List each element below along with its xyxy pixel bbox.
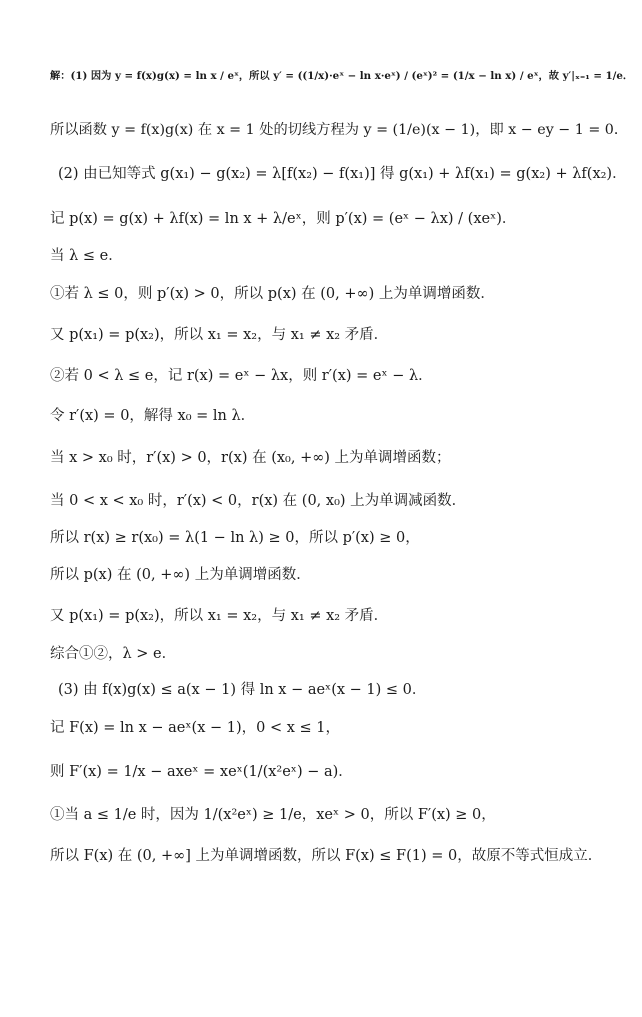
solution-line-part2-given: (2) 由已知等式 g(x₁) − g(x₂) = λ[f(x₂) − f(x₁)] 得 g(x₁) + λf(x₁) = g(x₂) + λf(x₂)． bbox=[58, 166, 627, 182]
solution-line-final-conclusion: 所以 F(x) 在 (0, +∞] 上为单调增函数，所以 F(x) ≤ F(1) = 0，故原不等式恒成立． bbox=[50, 848, 603, 864]
solution-line-tangent-equation: 所以函数 y = f(x)g(x) 在 x = 1 处的切线方程为 y = (1/e)(x − 1)，即 x − ey − 1 = 0． bbox=[50, 122, 629, 138]
solution-line-solve-x0: 令 r′(x) = 0，解得 x₀ = ln λ． bbox=[50, 408, 256, 424]
solution-line-contradiction-2: 又 p(x₁) = p(x₂)，所以 x₁ = x₂，与 x₁ ≠ x₂ 矛盾． bbox=[50, 608, 389, 624]
solution-line-min-value: 所以 r(x) ≥ r(x₀) = λ(1 − ln λ) ≥ 0，所以 p′(x) ≥ 0， bbox=[50, 530, 420, 546]
solution-line-define-F: 记 F(x) = ln x − aeˣ(x − 1)，0 < x ≤ 1， bbox=[50, 720, 340, 736]
solution-line-p-increasing: 所以 p(x) 在 (0, +∞) 上为单调增函数． bbox=[50, 567, 311, 583]
solution-line-part1-derivative: 解：(1) 因为 y = f(x)g(x) = ln x / eˣ，所以 y′ = ((1/x)·eˣ − ln x·eˣ) / (eˣ)² = (1/x − ln x) / eˣ，故 y′|ₓ₌₁ = 1/e． bbox=[50, 70, 634, 82]
solution-line-define-p: 记 p(x) = g(x) + λf(x) = ln x + λ/eˣ，则 p′(x) = (eˣ − λx) / (xeˣ)． bbox=[50, 211, 517, 227]
solution-line-contradiction-1: 又 p(x₁) = p(x₂)，所以 x₁ = x₂，与 x₁ ≠ x₂ 矛盾． bbox=[50, 327, 389, 343]
solution-line-case-lambda: 当 λ ≤ e． bbox=[50, 248, 123, 264]
solution-line-case-a: ①当 a ≤ 1/e 时，因为 1/(x²eˣ) ≥ 1/e，xeˣ > 0，所以 F′(x) ≥ 0， bbox=[50, 807, 496, 823]
solution-line-conclusion-part2: 综合①②，λ > e． bbox=[50, 646, 177, 662]
solution-line-increasing: 当 x > x₀ 时，r′(x) > 0，r(x) 在 (x₀, +∞) 上为单调增函数； bbox=[50, 450, 451, 466]
solution-line-part3-inequality: (3) 由 f(x)g(x) ≤ a(x − 1) 得 ln x − aeˣ(x − 1) ≤ 0． bbox=[58, 682, 427, 698]
solution-line-F-derivative: 则 F′(x) = 1/x − axeˣ = xeˣ(1/(x²eˣ) − a)． bbox=[50, 764, 353, 780]
solution-line-decreasing: 当 0 < x < x₀ 时，r′(x) < 0，r(x) 在 (0, x₀) 上为单调减函数． bbox=[50, 493, 467, 509]
solution-line-case1: ①若 λ ≤ 0，则 p′(x) > 0，所以 p(x) 在 (0, +∞) 上为单调增函数． bbox=[50, 286, 495, 302]
solution-line-case2: ②若 0 < λ ≤ e，记 r(x) = eˣ − λx，则 r′(x) = eˣ − λ． bbox=[50, 368, 433, 384]
